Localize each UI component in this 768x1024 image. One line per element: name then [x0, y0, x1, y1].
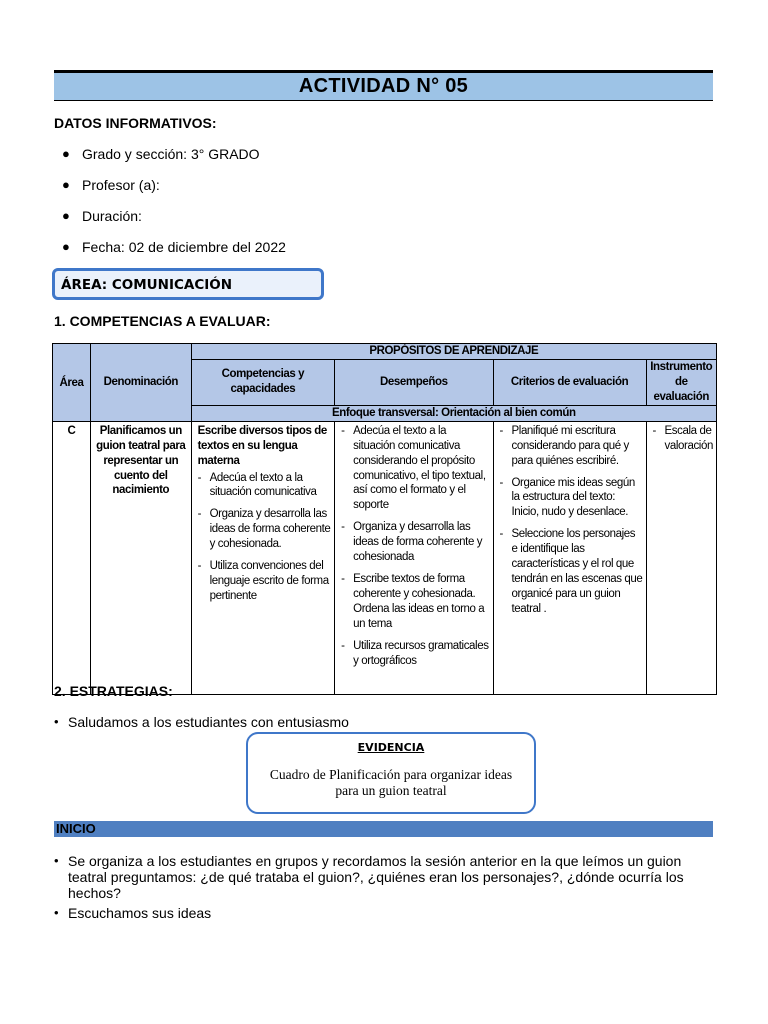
- datos-list: [62, 146, 286, 270]
- header-criterios: Criterios de evaluación: [493, 359, 646, 405]
- header-desempenos: Desempeños: [335, 359, 493, 405]
- area-label-box: ÁREA: COMUNICACIÓN: [52, 268, 324, 300]
- list-item: • Escuchamos sus ideas: [54, 905, 212, 921]
- cell-criterios: [493, 421, 646, 694]
- bullet-icon: •: [54, 905, 59, 920]
- table-row: [53, 421, 717, 694]
- bullet-icon: ●: [62, 208, 70, 223]
- bullet-icon: •: [54, 714, 59, 729]
- header-area: Área: [53, 344, 91, 422]
- list-item: - Adecúa el texto a la situación comunicativa considerando el propósito comunicativo, el tipo textual, así como el formato y el soporte: [341, 424, 486, 512]
- list-item: ● Profesor (a):: [62, 177, 160, 193]
- table-header-row: [53, 344, 717, 360]
- list-item: - Organiza y desarrolla las ideas de forma coherente y cohesionada.: [197, 508, 331, 551]
- list-item: - Utiliza convenciones del lenguaje escrito de forma pertinente: [197, 560, 329, 603]
- inicio-list: [54, 853, 704, 925]
- bullet-icon: •: [54, 853, 59, 868]
- competencias-table: [52, 343, 717, 695]
- list-item: - Escala de valoración: [652, 424, 713, 452]
- cell-instrumento: [646, 421, 716, 694]
- list-item: - Organice mis ideas según la estructura del texto: Inicio, nudo y desenlace.: [499, 476, 635, 519]
- inicio-bar: INICIO: [54, 821, 713, 837]
- header-denominacion: Denominación: [90, 344, 191, 422]
- list-item: - Utiliza recursos gramaticales y ortográficos: [341, 639, 489, 667]
- bullet-icon: ●: [62, 239, 70, 254]
- header-enfoque: Enfoque transversal: Orientación al bien común: [191, 405, 716, 421]
- header-competencias: Competencias y capacidades: [191, 359, 335, 405]
- datos-heading: DATOS INFORMATIVOS:: [54, 115, 217, 131]
- bullet-icon: ●: [62, 177, 70, 192]
- estrategias-heading: 2. ESTRATEGIAS:: [54, 683, 173, 699]
- cell-area: C: [53, 421, 91, 694]
- list-item: - Escribe textos de forma coherente y cohesionada. Ordena las ideas en torno a un tema: [341, 573, 485, 630]
- list-item: • Saludamos a los estudiantes con entusiasmo: [54, 714, 349, 730]
- page-title: ACTIVIDAD N° 05: [54, 70, 713, 101]
- header-instrumento: Instrumento de evaluación: [646, 359, 716, 405]
- list-item: - Seleccione los personajes e identifique las características y el rol que tendrán en las escenas que organicé para un guion teatral .: [499, 528, 643, 615]
- evidencia-box: [246, 732, 536, 814]
- list-item: ● Grado y sección: 3° GRADO: [62, 146, 260, 162]
- list-item: ● Duración:: [62, 208, 142, 224]
- cell-competencias: [191, 421, 335, 694]
- list-item: - Organiza y desarrolla las ideas de forma coherente y cohesionada: [341, 521, 483, 564]
- cell-desempenos: [335, 421, 493, 694]
- list-item: - Planifiqué mi escritura considerando para qué y para quiénes escribiré.: [499, 424, 629, 467]
- list-item: - Adecúa el texto a la situación comunicativa: [197, 471, 317, 499]
- evidencia-text: Cuadro de Planificación para organizar ideas para un guion teatral: [269, 767, 513, 798]
- header-propositos: PROPÓSITOS DE APRENDIZAJE: [191, 344, 716, 360]
- bullet-icon: ●: [62, 146, 70, 161]
- list-item: • Se organiza a los estudiantes en grupos y recordamos la sesión anterior en la que leímos un guion teatral preguntamos: ¿de qué trataba el guion?, ¿quiénes eran los personajes?, ¿dónde ocurría los hechos?: [54, 853, 684, 901]
- competencias-heading: 1. COMPETENCIAS A EVALUAR:: [54, 313, 271, 329]
- list-item: ● Fecha: 02 de diciembre del 2022: [62, 239, 286, 255]
- competencia-title: Escribe diversos tipos de textos en su lengua materna: [197, 424, 327, 467]
- cell-denominacion: Planificamos un guion teatral para representar un cuento del nacimiento: [90, 421, 191, 694]
- evidencia-title: EVIDENCIA: [357, 741, 425, 754]
